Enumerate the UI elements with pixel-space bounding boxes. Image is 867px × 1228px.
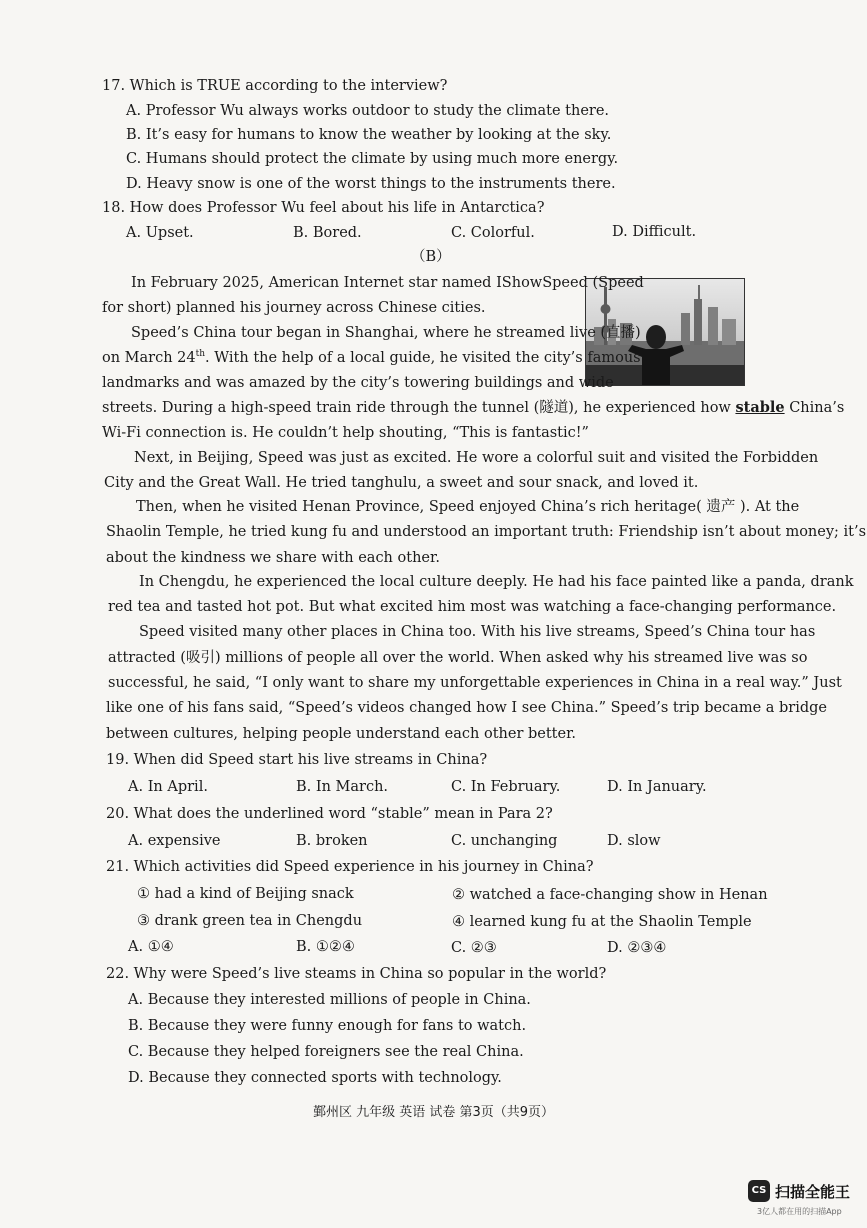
- q20-option-c: C. unchanging: [451, 833, 558, 849]
- q21-statement-2: ② watched a face-changing show in Henan: [452, 887, 768, 903]
- q22-question: 22. Why were Speed’s live steams in China so popular in the world?: [106, 966, 607, 982]
- q17-option-d: D. Heavy snow is one of the worst things to the instruments there.: [126, 176, 616, 192]
- passage-p5-line1: In Chengdu, he experienced the local culture deeply. He had his face painted like a panda, drank: [139, 574, 854, 590]
- q17-option-c: C. Humans should protect the climate by using much more energy.: [126, 151, 619, 167]
- q21-statement-1: ① had a kind of Beijing snack: [137, 886, 354, 902]
- passage-p2-line1: Speed’s China tour began in Shanghai, where he streamed live (直播): [131, 325, 641, 341]
- passage-p3-line2: City and the Great Wall. He tried tanghulu, a sweet and sour snack, and loved it.: [104, 475, 699, 491]
- underlined-word-stable: stable: [735, 399, 785, 416]
- q19-option-b: B. In March.: [296, 779, 389, 795]
- q18-option-c: C. Colorful.: [451, 225, 535, 241]
- q17-option-b: B. It’s easy for humans to know the weather by looking at the sky.: [126, 127, 612, 143]
- q20-question: 20. What does the underlined word “stable” mean in Para 2?: [106, 806, 553, 822]
- q19-option-a: A. In April.: [128, 779, 208, 795]
- q20-option-b: B. broken: [296, 833, 368, 849]
- passage-p4-line2: Shaolin Temple, he tried kung fu and understood an important truth: Friendship isn’t about money; it’s: [106, 524, 867, 540]
- q21-option-a: A. ①④: [128, 939, 174, 955]
- passage-p4-line3: about the kindness we share with each other.: [106, 550, 440, 566]
- q17-option-a: A. Professor Wu always works outdoor to study the climate there.: [126, 103, 610, 119]
- q20-option-d: D. slow: [607, 833, 661, 849]
- q18-option-d: D. Difficult.: [612, 224, 697, 240]
- passage-p4-line1: Then, when he visited Henan Province, Speed enjoyed China’s rich heritage( 遗产 ). At the: [136, 499, 800, 515]
- q18-option-b: B. Bored.: [293, 225, 362, 241]
- q19-question: 19. When did Speed start his live streams in China?: [106, 752, 488, 768]
- q19-option-c: C. In February.: [451, 779, 561, 795]
- q18-option-a: A. Upset.: [126, 225, 194, 241]
- passage-p6-line2: attracted (吸引) millions of people all over the world. When asked why his streamed live was so: [108, 650, 808, 666]
- passage-p3-line1: Next, in Beijing, Speed was just as excited. He wore a colorful suit and visited the Forbidden: [134, 450, 819, 466]
- passage-p6-line1: Speed visited many other places in China too. With his live streams, Speed’s China tour has: [139, 624, 816, 640]
- passage-p6-line5: between cultures, helping people understand each other better.: [106, 726, 577, 742]
- passage-p5-line2: red tea and tasted hot pot. But what excited him most was watching a face-changing performance.: [108, 599, 837, 615]
- q20-option-a: A. expensive: [128, 833, 221, 849]
- q18-question: 18. How does Professor Wu feel about his life in Antarctica?: [102, 200, 545, 216]
- passage-p6-line4: like one of his fans said, “Speed’s videos changed how I see China.” Speed’s trip became a bridge: [106, 700, 828, 716]
- passage-p1-line2: for short) planned his journey across Chinese cities.: [102, 300, 486, 316]
- q21-option-b: B. ①②④: [296, 939, 355, 955]
- q17-question: 17. Which is TRUE according to the interview?: [102, 78, 448, 94]
- q22-option-a: A. Because they interested millions of people in China.: [128, 992, 531, 1008]
- passage-p1-line1: In February 2025, American Internet star named IShowSpeed (Speed: [131, 275, 644, 291]
- camscanner-logo-icon: CS: [748, 1180, 770, 1202]
- passage-p2-line4: streets. During a high-speed train ride through the tunnel (隧道), he experienced how stable China’s: [102, 399, 845, 416]
- passage-p2-line5: Wi-Fi connection is. He couldn’t help shouting, “This is fantastic!”: [102, 425, 589, 441]
- camscanner-title: 扫描全能王: [775, 1183, 851, 1201]
- q21-statement-3: ③ drank green tea in Chengdu: [137, 913, 363, 929]
- page-footer: 鄞州区 九年级 英语 试卷 第3页（共9页）: [312, 1105, 555, 1120]
- q21-statement-4: ④ learned kung fu at the Shaolin Temple: [452, 914, 752, 930]
- passage-p2-line2: on March 24th. With the help of a local guide, he visited the city’s famous: [102, 349, 641, 366]
- q21-option-d: D. ②③④: [607, 940, 667, 956]
- q21-option-c: C. ②③: [451, 940, 497, 956]
- q19-option-d: D. In January.: [607, 779, 707, 795]
- passage-p2-line3: landmarks and was amazed by the city’s towering buildings and wide: [102, 375, 614, 391]
- q22-option-d: D. Because they connected sports with technology.: [128, 1070, 502, 1086]
- q21-question: 21. Which activities did Speed experience in his journey in China?: [106, 859, 594, 875]
- q22-option-c: C. Because they helped foreigners see the real China.: [128, 1044, 524, 1060]
- section-label: （B）: [411, 249, 451, 265]
- q22-option-b: B. Because they were funny enough for fans to watch.: [128, 1018, 527, 1034]
- passage-p6-line3: successful, he said, “I only want to share my unforgettable experiences in China in a real way.” Just: [108, 675, 842, 691]
- camscanner-subtitle: 3亿人都在用的扫描App: [757, 1207, 842, 1216]
